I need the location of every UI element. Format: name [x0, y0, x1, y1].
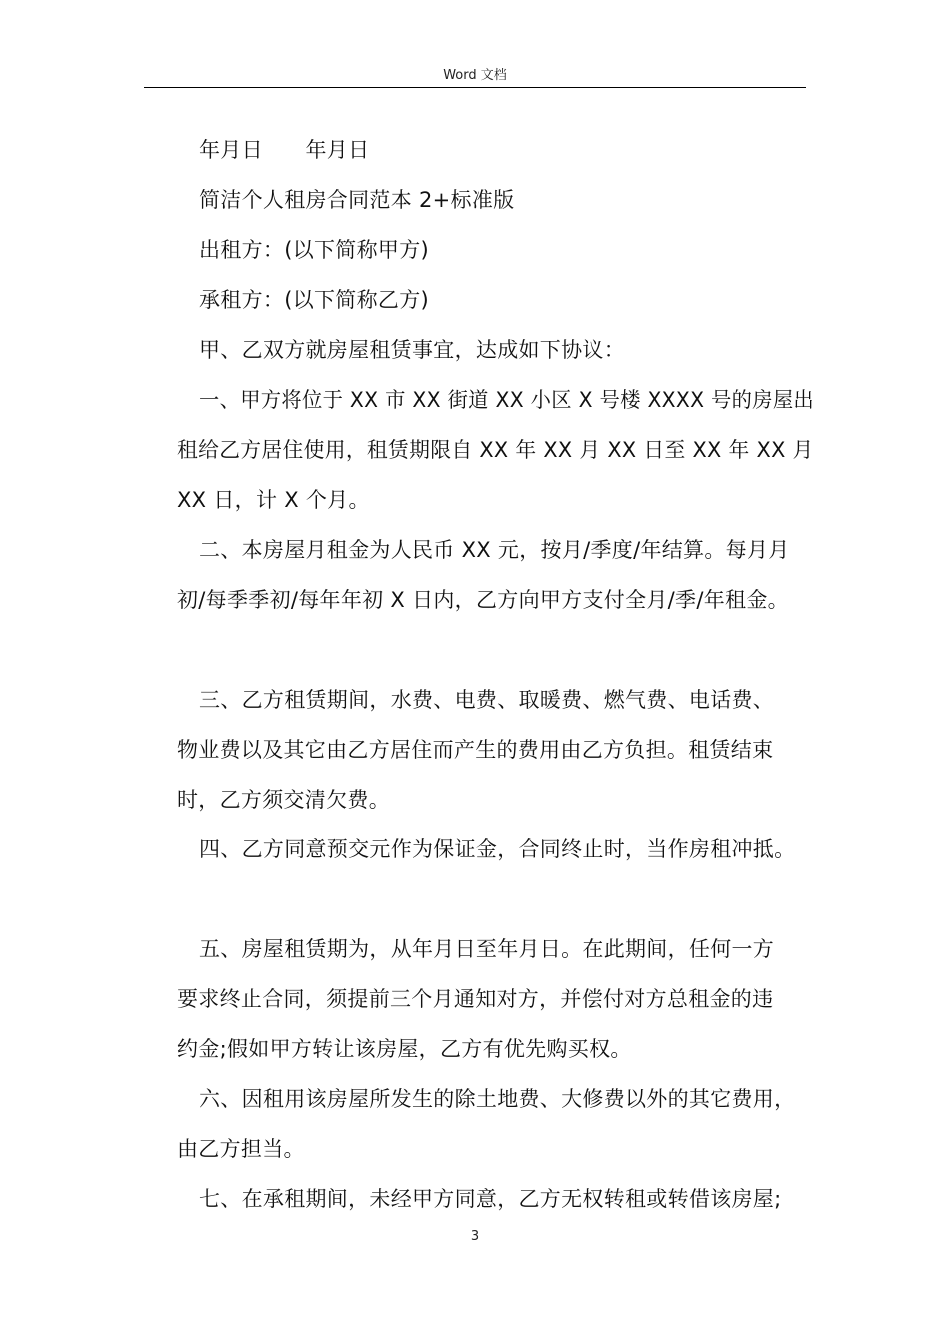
text-line: 五、房屋租赁期为，从年月日至年月日。在此期间，任何一方 [199, 937, 775, 961]
text-line: 要求终止合同，须提前三个月通知对方，并偿付对方总租金的违 [177, 987, 774, 1011]
text-line: 二、本房屋月租金为人民币 XX 元，按月/季度/年结算。每月月 [199, 538, 790, 562]
text-line: 由乙方担当。 [177, 1137, 305, 1161]
text-line: 承租方：(以下简称乙方) [199, 288, 429, 312]
text-line: XX 日，计 X 个月。 [177, 488, 370, 512]
text-line: 甲、乙双方就房屋租赁事宜，达成如下协议： [199, 338, 625, 362]
text-line: 年月日 年月日 [199, 138, 370, 162]
text-line: 出租方：(以下简称甲方) [199, 238, 429, 262]
text-line: 简洁个人租房合同范本 2+标准版 [199, 188, 515, 212]
text-line: 约金;假如甲方转让该房屋，乙方有优先购买权。 [177, 1037, 632, 1061]
page-header: Word 文档 [443, 68, 507, 83]
text-line: 物业费以及其它由乙方居住而产生的费用由乙方负担。租赁结束 [177, 738, 774, 762]
text-line: 六、因租用该房屋所发生的除土地费、大修费以外的其它费用， [199, 1087, 796, 1111]
page-number: 3 [470, 1229, 480, 1244]
text-line: 一、甲方将位于 XX 市 XX 街道 XX 小区 X 号楼 XXXX 号的房屋出 [199, 388, 815, 412]
text-line: 四、乙方同意预交元作为保证金，合同终止时，当作房租冲抵。 [199, 837, 796, 861]
text-line: 三、乙方租赁期间，水费、电费、取暖费、燃气费、电话费、 [199, 688, 775, 712]
text-line: 租给乙方居住使用，租赁期限自 XX 年 XX 月 XX 日至 XX 年 XX 月 [177, 438, 814, 462]
header-divider [144, 87, 806, 88]
text-line: 七、在承租期间，未经甲方同意，乙方无权转租或转借该房屋; [199, 1187, 782, 1211]
text-line: 初/每季季初/每年年初 X 日内，乙方向甲方支付全月/季/年租金。 [177, 588, 789, 612]
text-line: 时，乙方须交清欠费。 [177, 788, 390, 812]
